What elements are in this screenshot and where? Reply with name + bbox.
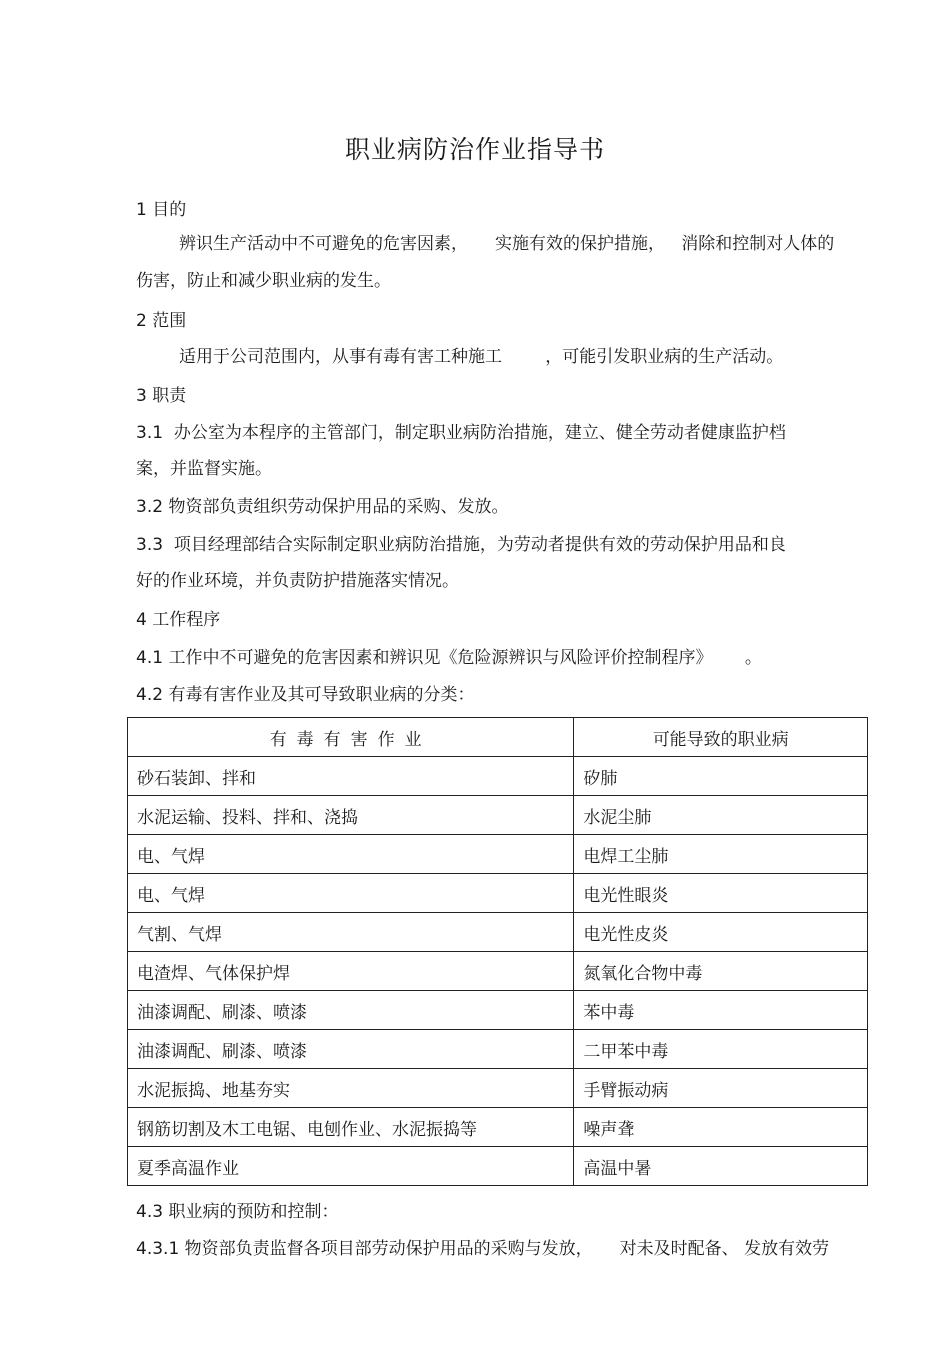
document-title: 职业病防治作业指导书 <box>344 135 605 164</box>
section-4-heading: 4 工作程序 <box>136 610 221 630</box>
paragraph-line: 辨识生产活动中不可避免的危害因素， 实施有效的保护措施， 消除和控制对人体的 <box>179 234 835 254</box>
table-cell: 砂石装卸、拌和 <box>128 757 574 796</box>
table-row <box>128 1069 868 1108</box>
table-row <box>128 952 868 991</box>
table-cell: 电光性皮炎 <box>574 913 868 952</box>
column-header: 有毒有害作业 <box>128 718 574 757</box>
table-row <box>128 796 868 835</box>
table-row <box>128 874 868 913</box>
table-cell: 水泥运输、投料、拌和、浇捣 <box>128 796 574 835</box>
table-cell: 噪声聋 <box>574 1108 868 1147</box>
table-cell: 电光性眼炎 <box>574 874 868 913</box>
paragraph-line: 3.3 项目经理部结合实际制定职业病防治措施，为劳动者提供有效的劳动保护用品和良 <box>136 535 786 555</box>
section-4-3-heading: 4.3 职业病的预防和控制： <box>136 1202 339 1222</box>
paragraph-line: 伤害，防止和减少职业病的发生。 <box>136 271 391 291</box>
table-cell: 氮氧化合物中毒 <box>574 952 868 991</box>
paragraph-line: 好的作业环境，并负责防护措施落实情况。 <box>136 571 459 591</box>
table-row <box>128 1108 868 1147</box>
paragraph-line: 4.2 有毒有害作业及其可导致职业病的分类： <box>136 685 475 705</box>
paragraph-line: 4.1 工作中不可避免的危害因素和辨识见《危险源辨识与风险评价控制程序》 。 <box>136 648 762 668</box>
table-row <box>128 835 868 874</box>
table-cell: 水泥尘肺 <box>574 796 868 835</box>
table-cell: 钢筋切割及木工电锯、电刨作业、水泥振捣等 <box>128 1108 574 1147</box>
paragraph-line: 3.2 物资部负责组织劳动保护用品的采购、发放。 <box>136 497 509 517</box>
table-row <box>128 1030 868 1069</box>
paragraph-line: 案，并监督实施。 <box>136 459 272 479</box>
table-cell: 油漆调配、刷漆、喷漆 <box>128 1030 574 1069</box>
table-cell: 油漆调配、刷漆、喷漆 <box>128 991 574 1030</box>
column-header: 可能导致的职业病 <box>574 718 868 757</box>
table-row <box>128 757 868 796</box>
table-cell: 电、气焊 <box>128 874 574 913</box>
table-row <box>128 991 868 1030</box>
table-cell: 矽肺 <box>574 757 868 796</box>
table-cell: 水泥振捣、地基夯实 <box>128 1069 574 1108</box>
table-cell: 电、气焊 <box>128 835 574 874</box>
section-3-heading: 3 职责 <box>136 386 187 406</box>
table-row <box>128 1147 868 1186</box>
paragraph-line: 适用于公司范围内，从事有毒有害工种施工 ，可能引发职业病的生产活动。 <box>179 347 784 367</box>
table-cell: 气割、气焊 <box>128 913 574 952</box>
table-row <box>128 913 868 952</box>
table-cell: 手臂振动病 <box>574 1069 868 1108</box>
section-1-heading: 1 目的 <box>136 200 187 220</box>
table-header-row <box>128 718 868 757</box>
table-cell: 电焊工尘肺 <box>574 835 868 874</box>
table-cell: 苯中毒 <box>574 991 868 1030</box>
section-2-heading: 2 范围 <box>136 311 187 331</box>
table-cell: 二甲苯中毒 <box>574 1030 868 1069</box>
paragraph-line: 4.3.1 物资部负责监督各项目部劳动保护用品的采购与发放， 对未及时配备、 发放有效劳 <box>136 1239 830 1259</box>
table-cell: 高温中暑 <box>574 1147 868 1186</box>
table-cell: 电渣焊、气体保护焊 <box>128 952 574 991</box>
paragraph-line: 3.1 办公室为本程序的主管部门，制定职业病防治措施，建立、健全劳动者健康监护档 <box>136 423 786 443</box>
table-cell: 夏季高温作业 <box>128 1147 574 1186</box>
occupational-disease-table <box>127 717 868 1186</box>
